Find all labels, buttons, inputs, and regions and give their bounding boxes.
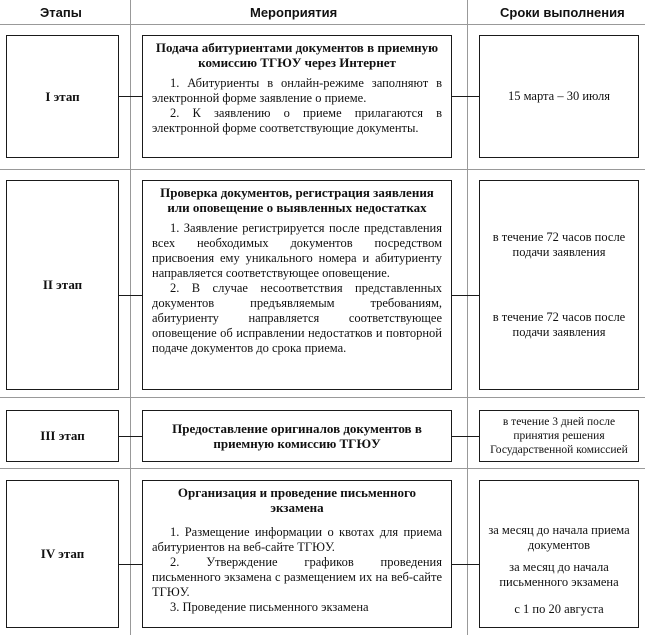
row-divider-1 bbox=[0, 169, 645, 170]
header-stages: Этапы bbox=[40, 5, 82, 20]
activity-4-item-2: 2. Утверждение графиков проведения письменного экзамена с размещением их на веб-сайте ТГЮУ. bbox=[152, 555, 442, 599]
activity-3-title: Предоставление оригиналов документов в приемную комиссию ТГЮУ bbox=[172, 421, 422, 451]
deadline-4-text-2: за месяц до начала письменного экзамена bbox=[499, 560, 619, 589]
header-activities: Мероприятия bbox=[250, 5, 338, 20]
activity-4-item-3: 3. Проведение письменного экзамена bbox=[170, 600, 369, 614]
activity-4-title: Организация и проведение письменного экзамена bbox=[177, 485, 417, 515]
header-deadlines: Сроки выполнения bbox=[500, 5, 625, 20]
activity-2-box bbox=[142, 180, 452, 390]
activity-2-title: Проверка документов, регистрация заявления или оповещение о выявленных недостатках bbox=[160, 185, 434, 215]
connector-3b bbox=[452, 436, 479, 437]
row-divider-2 bbox=[0, 397, 645, 398]
activity-2-item-1: 1. Заявление регистрируется после представления всех необходимых документов посредством присвоения ему уникального номера и абитуриенту направляется соответствующее оповещение. bbox=[152, 221, 442, 280]
deadline-3-text: в течение 3 дней после принятия решения Государственной комиссией bbox=[490, 416, 628, 456]
connector-2a bbox=[119, 295, 142, 296]
activity-1-item-2: 2. К заявлению о приеме прилагаются в электронной форме соответствующие документы. bbox=[152, 106, 442, 135]
stage-3-box bbox=[6, 410, 119, 462]
connector-3a bbox=[119, 436, 142, 437]
deadline-4-text-3: с 1 по 20 августа bbox=[514, 602, 604, 616]
deadline-3-box bbox=[479, 410, 639, 462]
activity-3-box bbox=[142, 410, 452, 462]
row-divider-3 bbox=[0, 468, 645, 469]
deadline-2-text-2: в течение 72 часов после подачи заявления bbox=[492, 310, 626, 339]
stage-1-label: I этап bbox=[45, 88, 80, 104]
activity-2-item-2: 2. В случае несоответствия представленных документов предъявляемым требованиям, абитуриенту направляется соответствующее оповещение об исправлении недостатков и повторной подаче документов до срока приема. bbox=[152, 281, 442, 355]
stage-2-box bbox=[6, 180, 119, 390]
connector-4b bbox=[452, 564, 479, 565]
stage-4-box bbox=[6, 480, 119, 628]
deadline-4-text-1: за месяц до начала приема документов bbox=[488, 523, 630, 552]
activity-1-item-1: 1. Абитуриенты в онлайн-режиме заполняют в электронной форме заявление о приеме. bbox=[152, 76, 442, 105]
deadline-1-box bbox=[479, 35, 639, 158]
connector-4a bbox=[119, 564, 142, 565]
deadline-1-text: 15 марта – 30 июля bbox=[507, 89, 611, 103]
deadline-4-box bbox=[479, 480, 639, 628]
deadline-2-text-1: в течение 72 часов после подачи заявления bbox=[492, 230, 626, 259]
connector-1b bbox=[452, 96, 479, 97]
activity-1-box bbox=[142, 35, 452, 158]
stage-1-box bbox=[6, 35, 119, 158]
connector-2b bbox=[452, 295, 479, 296]
activity-4-box bbox=[142, 480, 452, 628]
connector-1a bbox=[119, 96, 142, 97]
stage-4-label: IV этап bbox=[40, 546, 85, 561]
deadline-2-box bbox=[479, 180, 639, 390]
activity-4-item-1: 1. Размещение информации о квотах для приема абитуриентов на веб-сайте ТГЮУ. bbox=[152, 525, 442, 554]
stage-2-label: II этап bbox=[42, 277, 83, 292]
activity-1-title: Подача абитуриентами документов в приемную комиссию ТГЮУ через Интернет bbox=[155, 40, 439, 70]
header-divider bbox=[0, 24, 645, 25]
stage-3-label: III этап bbox=[40, 428, 85, 443]
